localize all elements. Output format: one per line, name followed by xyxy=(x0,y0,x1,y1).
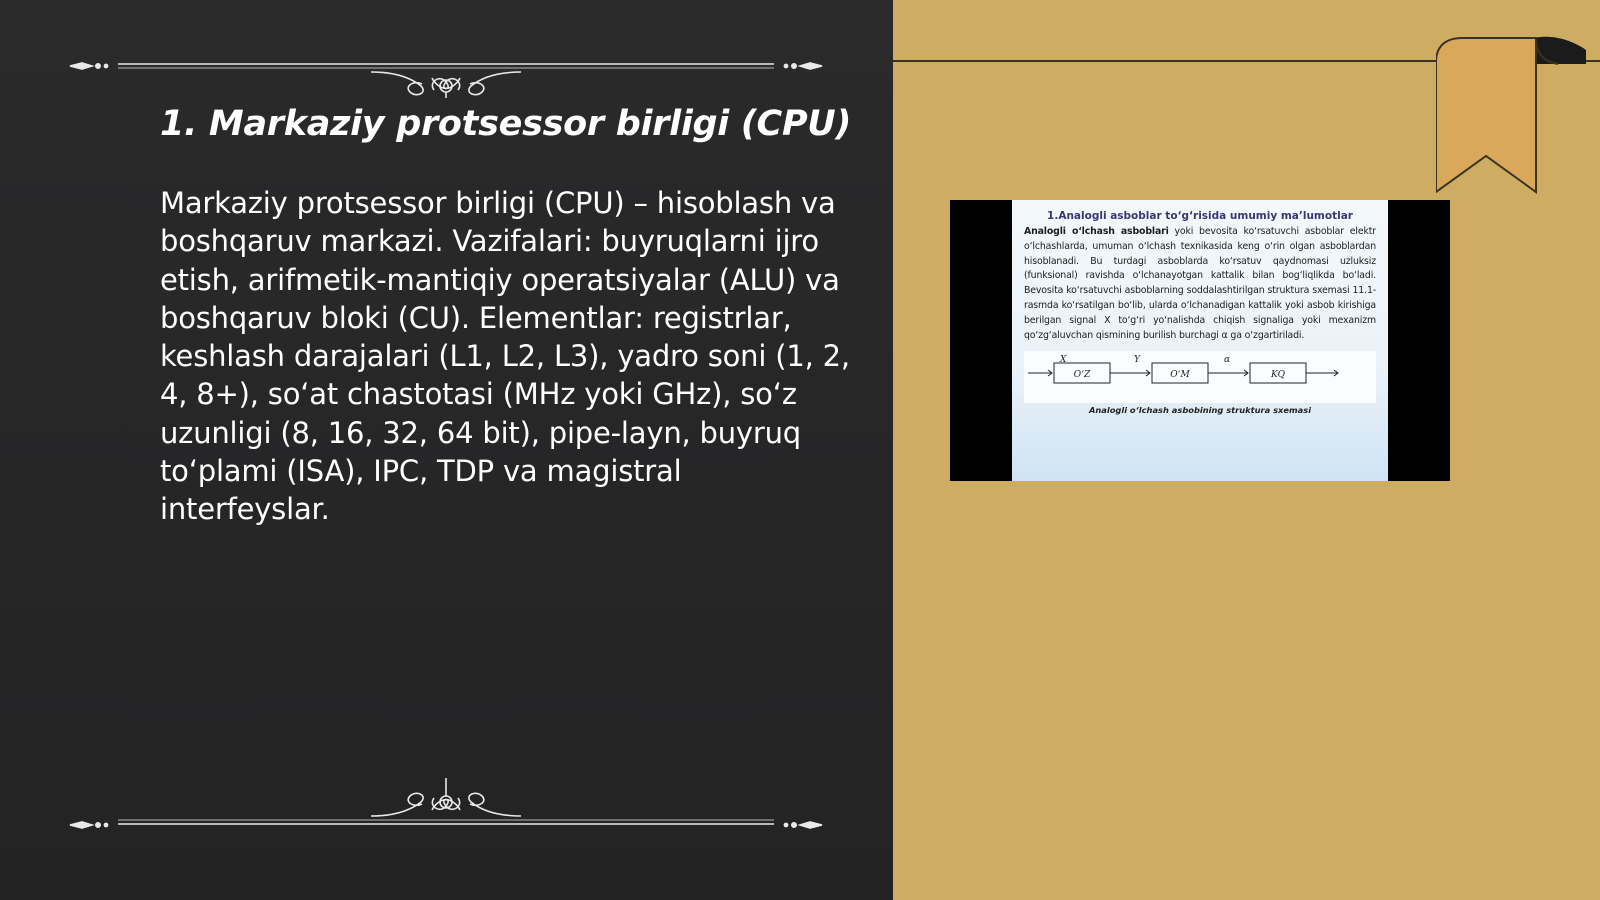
scanned-page xyxy=(1012,200,1388,481)
block-om-label: O‘M xyxy=(1170,370,1190,381)
top-ornament-divider xyxy=(66,38,826,98)
structure-diagram-svg xyxy=(1024,351,1376,403)
image-paragraph-text: yoki bevosita ko‘rsatuvchi asboblar elektr o‘lchashlarda, umuman o‘lchash texnikasida keng o‘rin olgan asboblardan hisoblanadi. Bu turdagi asboblarda ko‘rsatuv qaydnomasi uzluksiz (funksional) ravishda o‘lchanayotgan kattalik bilan bog‘liqlikda bo‘ladi. Bevosita ko‘rsatuvchi asboblarning soddalashtirilgan struktura sxemasi 11.1- rasmda ko‘rsatilgan bo‘lib, ularda o‘lchanadigan kattalik yoki asbob kirishiga berilgan signal X to‘g‘ri yo‘nalishda chiqish signaliga yoki mexanizm qo‘zg‘aluvchan qismining burilish burchagi α ga o‘zgartiriladi. xyxy=(1024,226,1376,341)
signal-x-label: X xyxy=(1060,355,1067,366)
image-paragraph xyxy=(1024,225,1376,343)
bottom-ornament-divider xyxy=(66,770,826,830)
slide-body-text: Markaziy protsessor birligi (CPU) – hisoblash va boshqaruv markazi. Vazifalari: buyruqlarni ijro etish, arifmetik-mantiqiy operatsiyalar (ALU) va boshqaruv bloki (CU). Elementlar: registrlar, keshlash darajalari (L1, L2, L3), yadro soni (1, 2, 4, 8+), so‘at chastotasi (MHz yoki GHz), so‘z uzunligi (8, 16, 32, 64 bit), pipe-layn, buyruq to‘plami (ISA), IPC, TDP va magistral interfeyslar. xyxy=(160,186,850,527)
slide-title: 1. Markaziy protsessor birligi (CPU) xyxy=(160,104,852,144)
image-term: Analogli o‘lchash asboblari xyxy=(1024,226,1169,237)
structure-diagram xyxy=(1024,351,1376,403)
bookmark-ribbon-icon xyxy=(1436,34,1586,199)
textbook-page-image xyxy=(950,200,1450,481)
block-oz-label: O‘Z xyxy=(1073,370,1091,381)
image-caption: Analogli o‘lchash asbobining struktura sxemasi xyxy=(1088,405,1312,416)
image-heading: 1.Analogli asboblar to‘g‘risida umumiy ma’lumotlar xyxy=(1047,210,1353,222)
signal-y-label: Y xyxy=(1134,355,1140,366)
signal-alpha-label: α xyxy=(1224,355,1231,366)
block-kq-label: KQ xyxy=(1270,370,1286,381)
